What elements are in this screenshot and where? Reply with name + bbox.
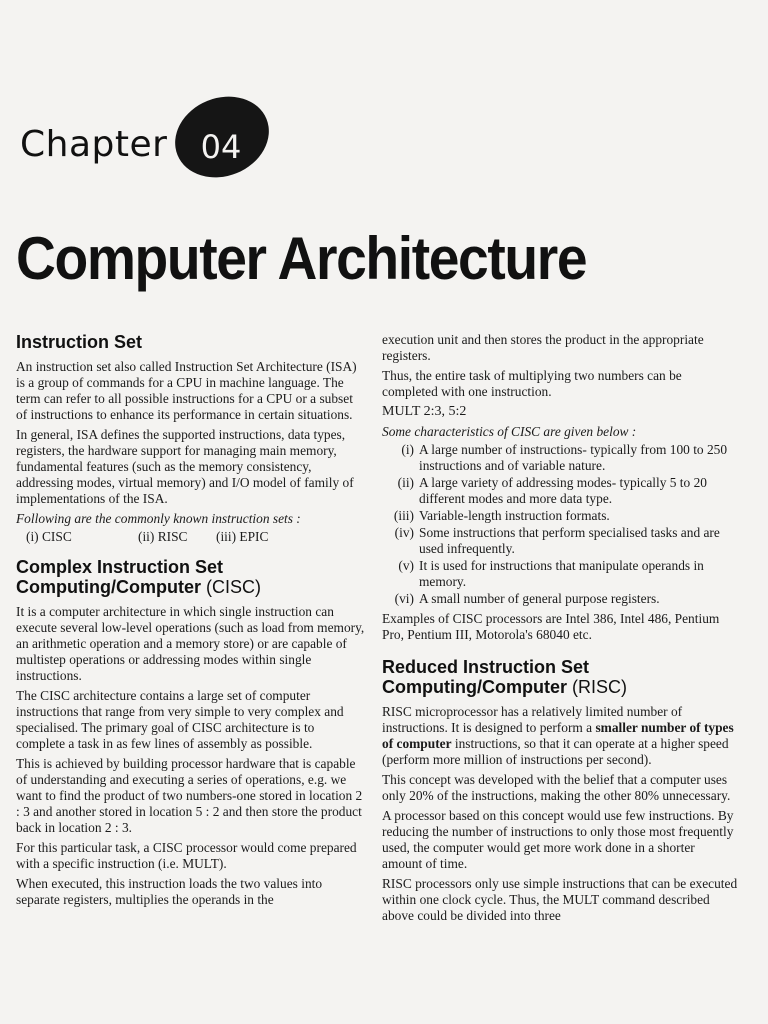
paragraph: For this particular task, a CISC processor would come prepared with a specific instruction (i.e. MULT). xyxy=(16,840,357,871)
bold-text: smaller number of types of computer xyxy=(382,720,734,751)
chapter-number: 04 xyxy=(200,128,242,166)
paragraph-text: instructions, so that it can operate at a higher speed (perform more million of instructions per second). xyxy=(382,736,729,767)
paragraph: When executed, this instruction loads the two values into separate registers, multiplies the operands in the xyxy=(16,876,323,907)
heading-cisc-line1: Complex Instruction Set xyxy=(16,557,224,577)
heading-cisc-bold: Computing/Computer xyxy=(16,577,201,597)
heading-risc-line2 xyxy=(382,677,738,697)
paragraph: Thus, the entire task of multiplying two numbers can be completed with one instruction. xyxy=(382,368,682,399)
paragraph: RISC processors only use simple instructions that can be executed within one clock cycle. Thus, the MULT command described above could be divided into three xyxy=(382,876,738,923)
heading-cisc-line2 xyxy=(16,577,366,597)
heading-instruction-set: Instruction Set xyxy=(16,332,143,352)
heading-cisc-light: (CISC) xyxy=(200,577,261,597)
list-number: (v) xyxy=(398,558,414,573)
chapter-label: Chapter xyxy=(20,124,168,165)
list-text: A large number of instructions- typically from 100 to 250 instructions and of variable nature. xyxy=(419,442,728,473)
heading-risc-bold: Computing/Computer xyxy=(382,677,567,697)
list-text: A small number of general purpose registers. xyxy=(419,591,660,606)
list-text: Variable-length instruction formats. xyxy=(419,508,610,523)
paragraph: This is achieved by building processor hardware that is capable of understanding and executing a series of operations, e.g. we want to find the product of two numbers-one stored in location 2 : 3 and another stored in location 5 : 2 and then store the product back in location 2 : 3. xyxy=(16,756,363,835)
paragraph: The CISC architecture contains a large set of computer instructions that range from very simple to very complex and specialised. The primary goal of CISC architecture is to complete a task in as few lines of assembly as possible. xyxy=(16,688,344,751)
heading-risc xyxy=(382,657,738,697)
mult-instruction: MULT 2:3, 5:2 xyxy=(382,404,467,419)
list-number: (i) xyxy=(401,442,414,457)
heading-risc-line1: Reduced Instruction Set xyxy=(382,657,590,677)
list-text: Some instructions that perform specialised tasks and are used infrequently. xyxy=(419,525,720,556)
list-number: (ii) xyxy=(397,475,414,490)
characteristics-intro: Some characteristics of CISC are given below : xyxy=(382,424,637,439)
list-number: (vi) xyxy=(394,591,414,606)
paragraph: In general, ISA defines the supported instructions, data types, registers, the hardware support for managing main memory, fundamental features (such as the memory consistency, addressing modes, virtual memory) and I/O model of family of implementations of the ISA. xyxy=(16,427,354,506)
heading-cisc xyxy=(16,557,366,597)
list-item xyxy=(382,508,738,524)
paragraph: An instruction set also called Instruction Set Architecture (ISA) is a group of commands for a CPU in machine language. The term can refer to all possible instructions for a CPU or a subset of instructions to enhance its performance in certain situations. xyxy=(16,359,357,422)
list-item xyxy=(382,475,738,507)
list-text: It is used for instructions that manipulate operands in memory. xyxy=(419,558,704,589)
right-column xyxy=(382,332,738,928)
paragraph: Examples of CISC processors are Intel 386, Intel 486, Pentium Pro, Pentium III, Motorola's 68040 etc. xyxy=(382,611,720,642)
list-item: (i) CISC xyxy=(26,529,72,544)
paragraph: execution unit and then stores the product in the appropriate registers. xyxy=(382,332,704,363)
left-column xyxy=(16,332,366,912)
list-number: (iv) xyxy=(394,525,414,540)
list-item: (iii) EPIC xyxy=(216,529,269,544)
paragraph: This concept was developed with the belief that a computer uses only 20% of the instructions, making the other 80% unnecessary. xyxy=(382,772,731,803)
paragraph: It is a computer architecture in which single instruction can execute several low-level operations (such as load from memory, an arithmetic operation and a memory store) or are capable of multistep operations or addressing modes within single instructions. xyxy=(16,604,365,683)
list-number: (iii) xyxy=(393,508,414,523)
list-intro: Following are the commonly known instruction sets : xyxy=(16,511,301,526)
list-item xyxy=(382,558,738,590)
paragraph-text: RISC microprocessor has a relatively limited number of instructions. It is designed to perform a xyxy=(382,704,683,735)
list-item xyxy=(382,442,738,474)
characteristics-list xyxy=(382,442,738,607)
list-item xyxy=(382,525,738,557)
list-text: A large variety of addressing modes- typically 5 to 20 different modes and more data type. xyxy=(419,475,707,506)
heading-risc-light: (RISC) xyxy=(566,677,627,697)
page-title: Computer Architecture xyxy=(16,225,587,292)
list-item: (ii) RISC xyxy=(138,529,188,544)
instruction-set-list xyxy=(16,529,366,545)
paragraph: A processor based on this concept would use few instructions. By reducing the number of instructions to only those most frequently used, the computer would get more work done in a shorter amount of time. xyxy=(382,808,734,871)
paragraph xyxy=(382,704,738,768)
list-item xyxy=(382,591,738,607)
